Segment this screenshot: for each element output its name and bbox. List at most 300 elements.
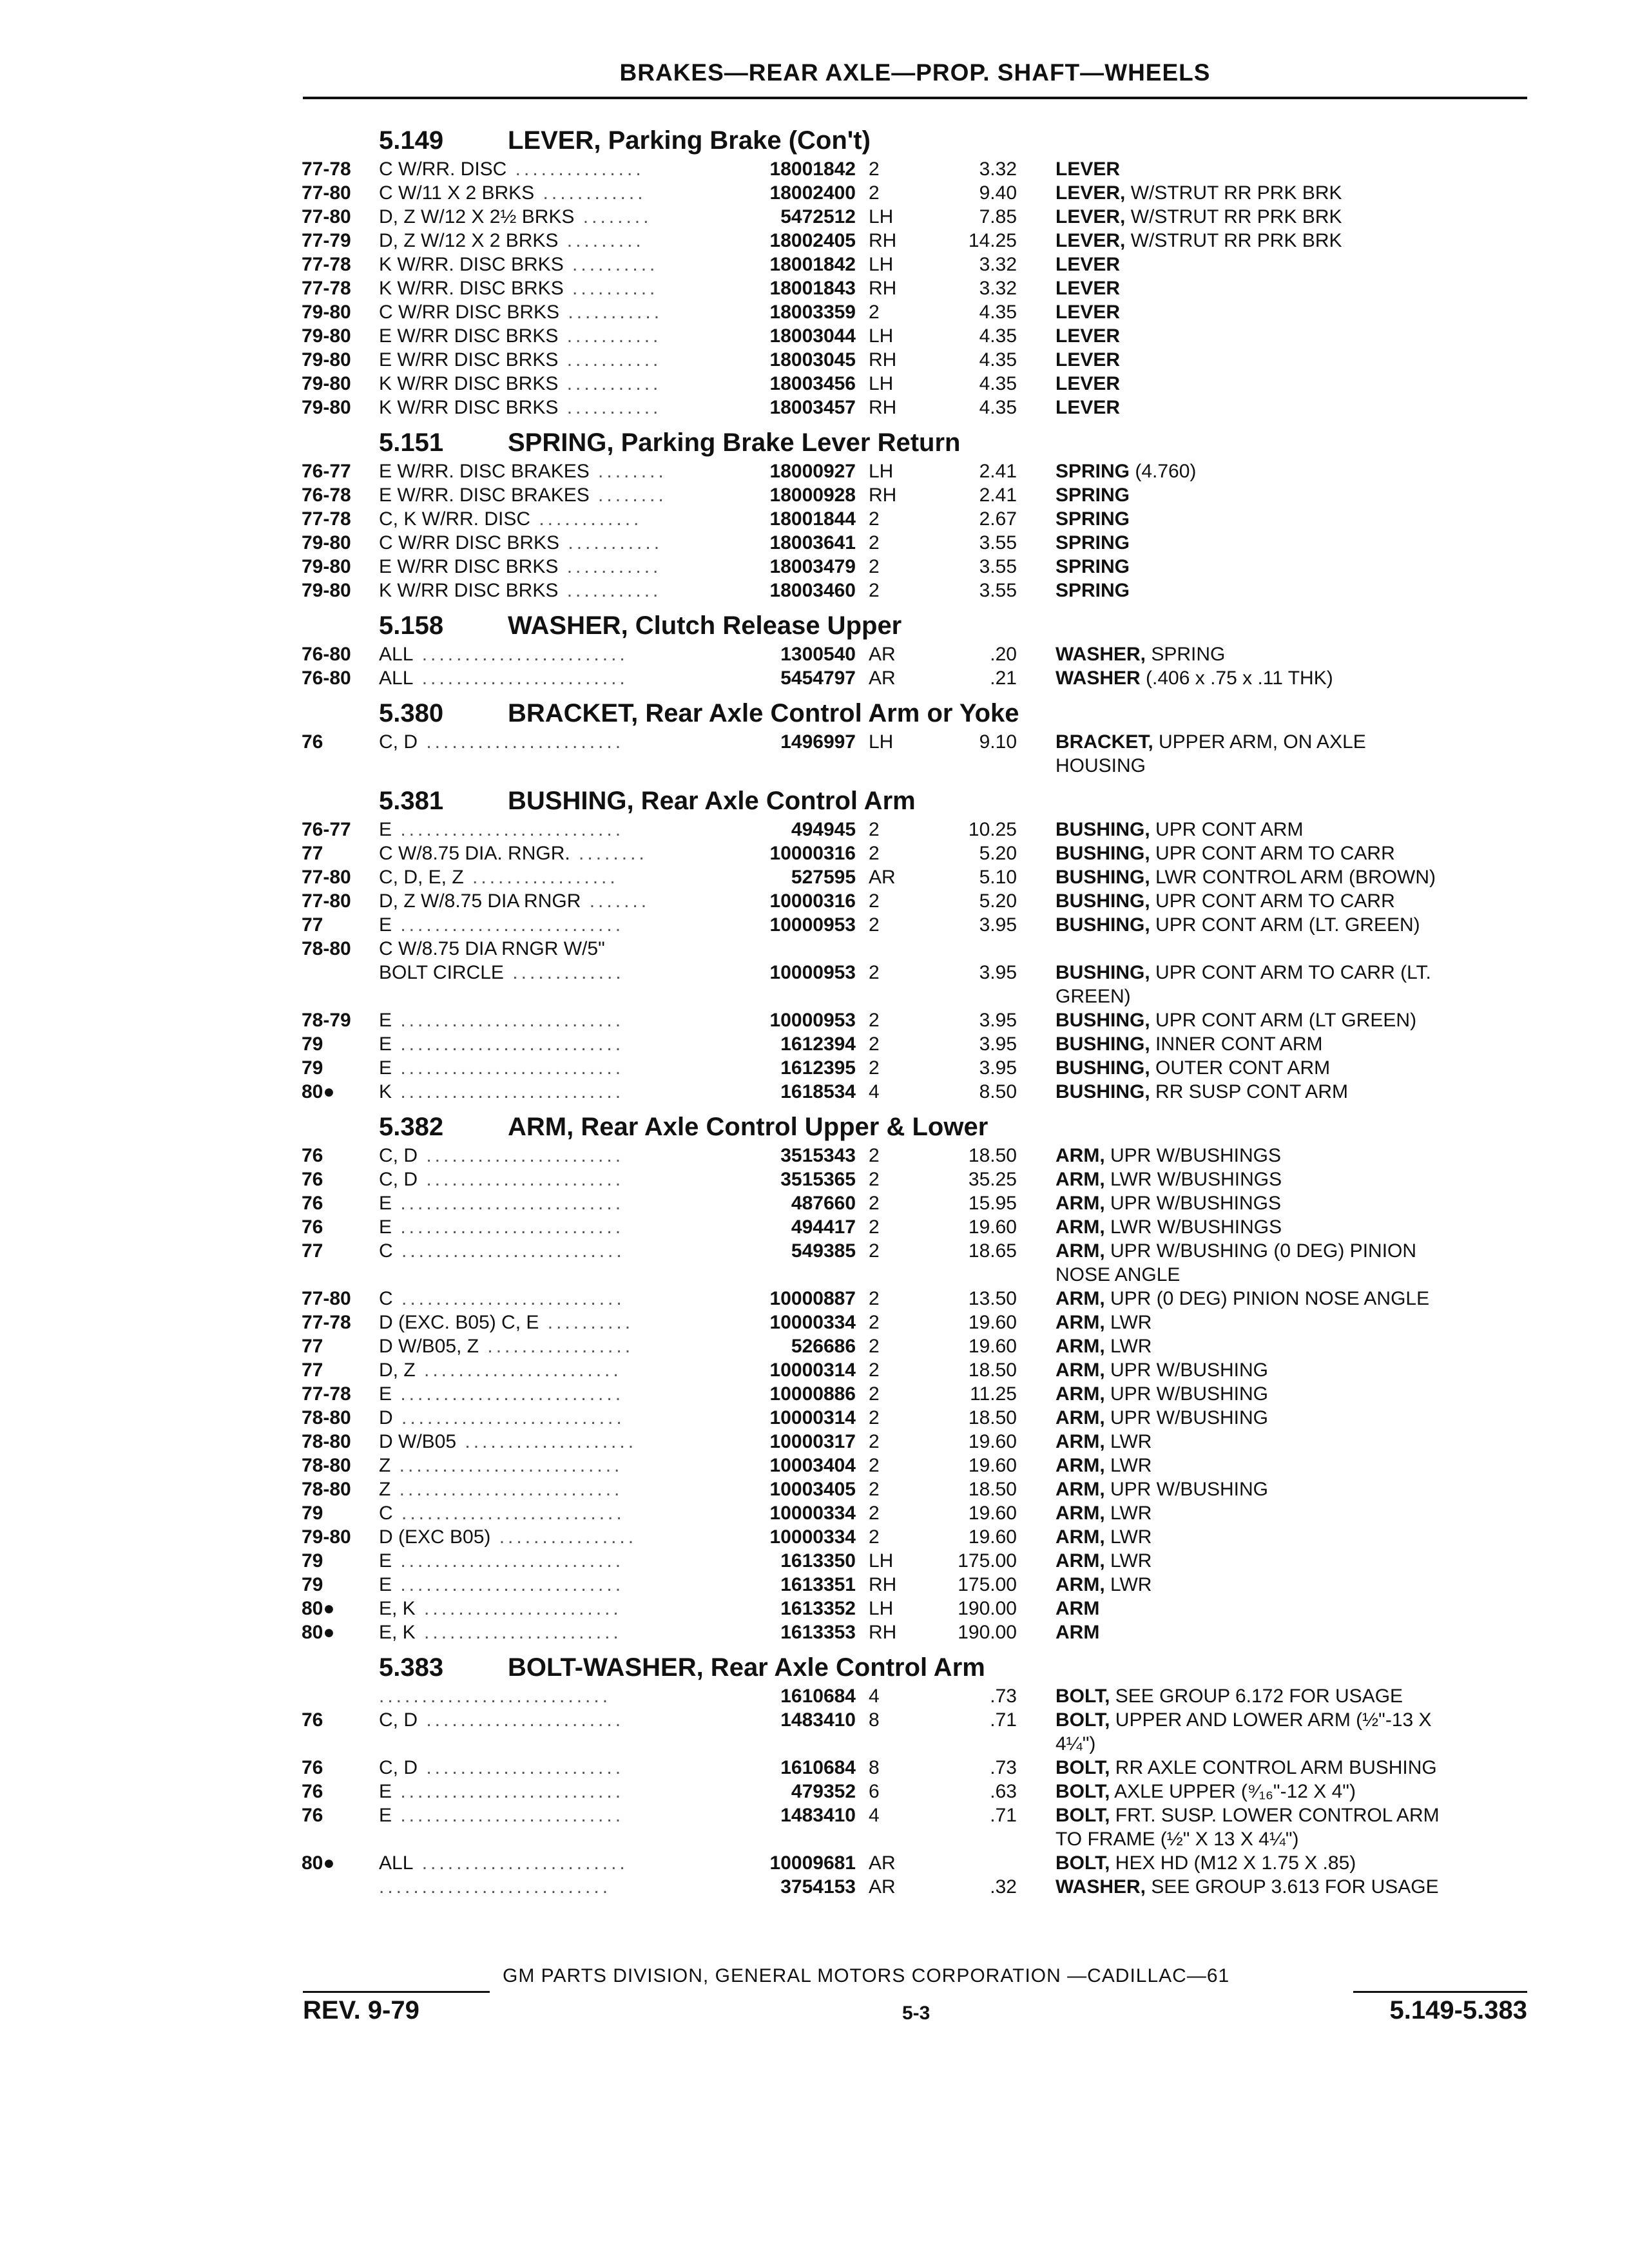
quantity: 2 xyxy=(869,1526,880,1548)
description-continued: HOUSING xyxy=(1055,755,1146,776)
description: LEVER, W/STRUT RR PRK BRK xyxy=(1055,182,1342,204)
part-number: 1613352 xyxy=(780,1598,856,1619)
part-row xyxy=(302,730,1526,778)
description-keyword: SPRING xyxy=(1055,485,1130,506)
description-keyword: ARM, xyxy=(1055,1169,1105,1190)
description-keyword: SPRING xyxy=(1055,508,1130,530)
quantity: 2 xyxy=(869,819,880,840)
application: K W/RR DISC BRKS ........... xyxy=(379,397,662,418)
application: C W/11 X 2 BRKS ............ xyxy=(379,182,646,204)
description-keyword: BUSHING, xyxy=(1055,1010,1150,1031)
page-number: 5-3 xyxy=(902,2003,930,2024)
description xyxy=(1055,300,1526,324)
description-keyword: ARM, xyxy=(1055,1288,1105,1309)
description-keyword: ARM, xyxy=(1055,1550,1105,1571)
description xyxy=(1055,157,1526,181)
model-years: 79 xyxy=(302,1574,323,1595)
description-keyword: ARM, xyxy=(1055,1312,1105,1333)
dot-leader: ....................... xyxy=(418,731,624,753)
description-keyword: ARM, xyxy=(1055,1503,1105,1524)
description-keyword: SPRING xyxy=(1055,461,1130,482)
part-row xyxy=(302,459,1526,483)
price: 3.32 xyxy=(979,278,1017,299)
description-keyword: ARM, xyxy=(1055,1431,1105,1452)
part-number: 10000316 xyxy=(769,843,856,864)
part-row xyxy=(302,1406,1526,1430)
part-row xyxy=(302,1215,1526,1239)
dot-leader: ....... xyxy=(581,890,650,912)
price: 175.00 xyxy=(958,1574,1017,1595)
price: 2.41 xyxy=(979,485,1017,506)
price: 14.25 xyxy=(968,230,1017,251)
application: C W/8.75 DIA RNGR W/5" xyxy=(379,938,605,959)
part-number: 10000953 xyxy=(769,1010,856,1031)
price: 18.65 xyxy=(968,1240,1017,1262)
part-row xyxy=(302,253,1526,276)
description-keyword: BRACKET, xyxy=(1055,731,1153,753)
description: ARM, UPR W/BUSHING xyxy=(1055,1383,1269,1405)
price: 3.95 xyxy=(979,1010,1017,1031)
section-number: 5.158 xyxy=(379,611,444,640)
part-number: 10000314 xyxy=(769,1407,856,1428)
model-years: 77-80 xyxy=(302,867,351,888)
model-years: 76-77 xyxy=(302,461,351,482)
part-row xyxy=(302,276,1526,300)
quantity: 2 xyxy=(869,532,880,553)
price: 11.25 xyxy=(970,1383,1017,1405)
dot-leader: ........... xyxy=(558,349,662,370)
price: 15.95 xyxy=(968,1193,1017,1214)
header-rule xyxy=(303,97,1527,99)
price: 19.60 xyxy=(968,1431,1017,1452)
dot-leader: ........................... xyxy=(379,1686,612,1707)
part-number: 5472512 xyxy=(780,206,856,227)
description: ARM, LWR xyxy=(1055,1455,1152,1476)
price: 19.60 xyxy=(968,1526,1017,1548)
part-row xyxy=(302,1168,1526,1191)
application: E, K ....................... xyxy=(379,1598,622,1619)
application: C .......................... xyxy=(379,1288,625,1309)
dot-leader: .......................... xyxy=(392,1193,624,1214)
description-keyword: SPRING xyxy=(1055,556,1130,577)
part-row xyxy=(302,865,1526,889)
description: ARM, UPR W/BUSHING xyxy=(1055,1479,1269,1500)
dot-leader: ....................... xyxy=(415,1360,622,1381)
part-row xyxy=(302,1573,1526,1597)
quantity: 2 xyxy=(869,1407,880,1428)
model-years: 76 xyxy=(302,1169,323,1190)
quantity: 2 xyxy=(869,1479,880,1500)
dot-leader: .......................... xyxy=(392,1503,625,1524)
description-keyword: BUSHING, xyxy=(1055,914,1150,936)
model-years: 77 xyxy=(302,914,323,936)
section-title: LEVER, Parking Brake (Con't) xyxy=(508,126,871,155)
description-continued: GREEN) xyxy=(1055,986,1131,1007)
quantity: 2 xyxy=(869,1057,880,1079)
dot-leader: .......................... xyxy=(392,1550,624,1571)
quantity: 2 xyxy=(869,1383,880,1405)
price: 4.35 xyxy=(979,397,1017,418)
description: ARM, LWR xyxy=(1055,1550,1152,1571)
price: 3.32 xyxy=(979,254,1017,275)
quantity: RH xyxy=(869,485,897,506)
part-number: 10000334 xyxy=(769,1312,856,1333)
model-years: 77-78 xyxy=(302,159,351,180)
quantity: 2 xyxy=(869,1145,880,1166)
model-years: 77-78 xyxy=(302,278,351,299)
part-number: 549385 xyxy=(791,1240,856,1262)
part-number: 10000314 xyxy=(769,1360,856,1381)
description: BOLT, FRT. SUSP. LOWER CONTROL ARM TO FRAME (½" X 13 X 4¼") xyxy=(1055,1805,1440,1850)
part-number: 18003460 xyxy=(769,580,856,601)
model-years: 79-80 xyxy=(302,302,351,323)
price: 19.60 xyxy=(968,1455,1017,1476)
description: ARM, LWR xyxy=(1055,1312,1152,1333)
part-row xyxy=(302,1311,1526,1334)
application: C W/RR DISC BRKS ........... xyxy=(379,302,663,323)
model-years: 79-80 xyxy=(302,1526,351,1548)
section-title: BRACKET, Rear Axle Control Arm or Yoke xyxy=(508,699,1019,727)
part-number: 1613350 xyxy=(780,1550,856,1571)
description: LEVER, W/STRUT RR PRK BRK xyxy=(1055,206,1342,227)
description-keyword: ARM, xyxy=(1055,1145,1105,1166)
price: .71 xyxy=(990,1805,1017,1826)
price: .63 xyxy=(990,1781,1017,1802)
dot-leader: ......... xyxy=(558,230,644,251)
part-row xyxy=(302,1382,1526,1406)
dot-leader: ....................... xyxy=(415,1622,622,1643)
dot-leader: ................. xyxy=(479,1336,634,1357)
part-number: 10000953 xyxy=(769,914,856,936)
dot-leader: .......................... xyxy=(392,1574,624,1595)
price: 9.10 xyxy=(979,731,1017,753)
part-number: 18003456 xyxy=(769,373,856,394)
dot-leader: ........... xyxy=(558,373,662,394)
quantity: AR xyxy=(869,668,896,689)
application: BOLT CIRCLE ............. xyxy=(379,962,624,983)
dot-leader: ............ xyxy=(530,508,642,530)
price: 19.60 xyxy=(968,1216,1017,1238)
model-years: 80● xyxy=(302,1622,335,1643)
application: D, Z W/12 X 2 BRKS ......... xyxy=(379,230,644,251)
quantity: AR xyxy=(869,644,896,665)
model-years: 76-80 xyxy=(302,644,351,665)
description-keyword: ARM, xyxy=(1055,1407,1105,1428)
application: E .......................... xyxy=(379,1216,624,1238)
part-number: 3515365 xyxy=(780,1169,856,1190)
model-years: 76 xyxy=(302,1805,323,1826)
description-keyword: BOLT, xyxy=(1055,1709,1110,1731)
part-row xyxy=(302,531,1526,555)
part-row xyxy=(302,1032,1526,1056)
part-row xyxy=(302,913,1526,937)
application: K .......................... xyxy=(379,1081,624,1102)
description-keyword: WASHER, xyxy=(1055,644,1146,665)
application: ALL ........................ xyxy=(379,668,628,689)
part-number: 487660 xyxy=(791,1193,856,1214)
price: 19.60 xyxy=(968,1312,1017,1333)
part-number: 18003479 xyxy=(769,556,856,577)
part-number: 3754153 xyxy=(780,1876,856,1898)
part-row xyxy=(302,1597,1526,1620)
dot-leader: .......................... xyxy=(392,1010,624,1031)
price: 3.95 xyxy=(979,962,1017,983)
part-number: 18003045 xyxy=(769,349,856,370)
dot-leader: .......................... xyxy=(390,1455,623,1476)
model-years: 77 xyxy=(302,1240,323,1262)
dot-leader: .......... xyxy=(563,278,659,299)
price: 3.32 xyxy=(979,159,1017,180)
application: E, K ....................... xyxy=(379,1622,622,1643)
quantity: 2 xyxy=(869,580,880,601)
part-number: 1612395 xyxy=(780,1057,856,1079)
part-number: 18003359 xyxy=(769,302,856,323)
description: ARM, LWR W/BUSHINGS xyxy=(1055,1169,1282,1190)
model-years: 79-80 xyxy=(302,373,351,394)
model-years: 76 xyxy=(302,1781,323,1802)
description-keyword: WASHER, xyxy=(1055,1876,1146,1898)
dot-leader: .......................... xyxy=(392,1216,624,1238)
dot-leader: ............. xyxy=(503,962,624,983)
part-row xyxy=(302,889,1526,913)
part-row xyxy=(302,1549,1526,1573)
description: ARM, UPR W/BUSHING (0 DEG) PINION NOSE ANGLE xyxy=(1055,1240,1417,1285)
part-row xyxy=(302,1875,1526,1899)
price: 18.50 xyxy=(968,1360,1017,1381)
part-row xyxy=(302,507,1526,531)
description-keyword: LEVER xyxy=(1055,254,1121,275)
price: 19.60 xyxy=(968,1336,1017,1357)
part-row xyxy=(302,555,1526,579)
model-years: 79-80 xyxy=(302,580,351,601)
application: E .......................... xyxy=(379,1010,624,1031)
application: C, D ....................... xyxy=(379,1145,624,1166)
description-keyword: LEVER, xyxy=(1055,206,1126,227)
description-keyword: ARM, xyxy=(1055,1193,1105,1214)
section-number: 5.383 xyxy=(379,1653,444,1682)
dot-leader: ........... xyxy=(558,580,662,601)
section-range: 5.149-5.383 xyxy=(1389,1996,1527,2024)
application: D, Z W/8.75 DIA RNGR ....... xyxy=(379,890,650,912)
dot-leader: .......................... xyxy=(392,1383,624,1405)
part-row xyxy=(302,372,1526,396)
description: WASHER, SPRING xyxy=(1055,644,1226,665)
quantity: LH xyxy=(869,1598,894,1619)
description: BOLT, RR AXLE CONTROL ARM BUSHING xyxy=(1055,1757,1437,1778)
part-row xyxy=(302,1191,1526,1215)
description-keyword: ARM xyxy=(1055,1622,1100,1643)
description-keyword: LEVER xyxy=(1055,349,1121,370)
part-row xyxy=(302,348,1526,372)
quantity: 2 xyxy=(869,914,880,936)
section-heading xyxy=(302,697,1526,730)
quantity: 4 xyxy=(869,1805,880,1826)
price: 4.35 xyxy=(979,302,1017,323)
description: BUSHING, LWR CONTROL ARM (BROWN) xyxy=(1055,867,1436,888)
description: ARM, LWR W/BUSHINGS xyxy=(1055,1216,1282,1238)
model-years: 80● xyxy=(302,1081,335,1102)
price: 18.50 xyxy=(968,1479,1017,1500)
application: ALL ........................ xyxy=(379,644,628,665)
model-years: 77-80 xyxy=(302,182,351,204)
description xyxy=(1055,396,1526,419)
price: 3.95 xyxy=(979,1057,1017,1079)
description: BUSHING, UPR CONT ARM (LT GREEN) xyxy=(1055,1010,1417,1031)
part-row xyxy=(302,1477,1526,1501)
description-continued: 4¼") xyxy=(1055,1733,1096,1754)
dot-leader: ................. xyxy=(463,867,619,888)
model-years: 79 xyxy=(302,1550,323,1571)
part-number: 1618534 xyxy=(780,1081,856,1102)
part-number: 1483410 xyxy=(780,1805,856,1826)
description xyxy=(1055,1620,1526,1644)
model-years: 80● xyxy=(302,1852,335,1874)
description xyxy=(1055,324,1526,348)
part-row xyxy=(302,1334,1526,1358)
part-row xyxy=(302,1620,1526,1644)
application: E .......................... xyxy=(379,819,624,840)
model-years: 79-80 xyxy=(302,325,351,347)
quantity: LH xyxy=(869,461,894,482)
price: .21 xyxy=(990,668,1017,689)
part-row xyxy=(302,1080,1526,1104)
section-heading xyxy=(302,784,1526,818)
price: 4.35 xyxy=(979,325,1017,347)
part-row xyxy=(302,666,1526,690)
quantity: 2 xyxy=(869,1169,880,1190)
dot-leader: ........... xyxy=(559,532,663,553)
dot-leader: .......................... xyxy=(392,1033,624,1055)
description-keyword: ARM xyxy=(1055,1598,1100,1619)
dot-leader: ........ xyxy=(570,843,648,864)
dot-leader: ........... xyxy=(559,302,663,323)
description: WASHER, SEE GROUP 3.613 FOR USAGE xyxy=(1055,1876,1439,1898)
part-number: 494945 xyxy=(791,819,856,840)
part-row xyxy=(302,1756,1526,1780)
quantity: 2 xyxy=(869,843,880,864)
part-number: 18003641 xyxy=(769,532,856,553)
dot-leader: ....................... xyxy=(418,1709,624,1731)
quantity: 2 xyxy=(869,159,880,180)
dot-leader: .......................... xyxy=(392,1288,625,1309)
section-heading xyxy=(302,1651,1526,1684)
model-years: 78-80 xyxy=(302,1479,351,1500)
dot-leader: ....................... xyxy=(415,1598,622,1619)
part-number: 18001843 xyxy=(769,278,856,299)
dot-leader: .......................... xyxy=(392,1781,624,1802)
part-row xyxy=(302,1430,1526,1454)
description xyxy=(1055,555,1526,579)
section-number: 5.380 xyxy=(379,699,444,727)
section-heading xyxy=(302,609,1526,642)
dot-leader: ........ xyxy=(589,485,667,506)
application: C, D, E, Z ................. xyxy=(379,867,619,888)
price: 10.25 xyxy=(968,819,1017,840)
description xyxy=(1055,1597,1526,1620)
part-number: 10000316 xyxy=(769,890,856,912)
section-heading xyxy=(302,426,1526,459)
description: WASHER (.406 x .75 x .11 THK) xyxy=(1055,668,1333,689)
quantity: RH xyxy=(869,349,897,370)
part-number: 5454797 xyxy=(780,668,856,689)
price: 3.95 xyxy=(979,1033,1017,1055)
application: D, Z W/12 X 2½ BRKS ........ xyxy=(379,206,652,227)
description xyxy=(1055,253,1526,276)
price: 18.50 xyxy=(968,1407,1017,1428)
part-row xyxy=(302,841,1526,865)
description xyxy=(1055,483,1526,507)
part-row xyxy=(302,181,1526,205)
part-number: 18003044 xyxy=(769,325,856,347)
description: ARM, LWR xyxy=(1055,1526,1152,1548)
price: 18.50 xyxy=(968,1145,1017,1166)
application: E .......................... xyxy=(379,1383,624,1405)
application: E .......................... xyxy=(379,1805,624,1826)
part-number: 10000334 xyxy=(769,1503,856,1524)
description-keyword: BOLT, xyxy=(1055,1852,1110,1874)
price: 9.40 xyxy=(979,182,1017,204)
model-years: 79 xyxy=(302,1057,323,1079)
quantity: LH xyxy=(869,1550,894,1571)
part-number: 3515343 xyxy=(780,1145,856,1166)
description: ARM, UPR W/BUSHING xyxy=(1055,1407,1269,1428)
model-years: 76 xyxy=(302,1193,323,1214)
price: .20 xyxy=(990,644,1017,665)
price: 5.20 xyxy=(979,843,1017,864)
application: D W/B05 .................... xyxy=(379,1431,637,1452)
part-row xyxy=(302,1780,1526,1803)
price: .32 xyxy=(990,1876,1017,1898)
dot-leader: ........ xyxy=(574,206,652,227)
dot-leader: ........................... xyxy=(379,1876,612,1898)
model-years: 77 xyxy=(302,1360,323,1381)
part-row xyxy=(302,1056,1526,1080)
part-number: 10000887 xyxy=(769,1288,856,1309)
application: E W/RR. DISC BRAKES ........ xyxy=(379,485,667,506)
application: C, D ....................... xyxy=(379,1757,624,1778)
quantity: AR xyxy=(869,1852,896,1874)
description-keyword: LEVER xyxy=(1055,397,1121,418)
model-years: 76-77 xyxy=(302,819,351,840)
model-years: 77 xyxy=(302,1336,323,1357)
part-row xyxy=(302,1501,1526,1525)
quantity: 2 xyxy=(869,182,880,204)
part-number: 18003457 xyxy=(769,397,856,418)
page-footer xyxy=(303,1965,1527,2023)
application: E W/RR. DISC BRAKES ........ xyxy=(379,461,667,482)
price: .71 xyxy=(990,1709,1017,1731)
quantity: 2 xyxy=(869,1360,880,1381)
section-title: ARM, Rear Axle Control Upper & Lower xyxy=(508,1113,988,1141)
quantity: 4 xyxy=(869,1081,880,1102)
application: C, D ....................... xyxy=(379,731,624,753)
section-number: 5.382 xyxy=(379,1113,444,1141)
application: E .......................... xyxy=(379,1550,624,1571)
part-row xyxy=(302,157,1526,181)
quantity: LH xyxy=(869,731,894,753)
model-years: 79-80 xyxy=(302,349,351,370)
price: 5.10 xyxy=(979,867,1017,888)
quantity: 4 xyxy=(869,1686,880,1707)
part-row xyxy=(302,1008,1526,1032)
quantity: RH xyxy=(869,397,897,418)
part-number: 526686 xyxy=(791,1336,856,1357)
description-continued: TO FRAME (½" X 13 X 4¼") xyxy=(1055,1829,1299,1850)
application: E .......................... xyxy=(379,914,624,936)
application: E .......................... xyxy=(379,1781,624,1802)
model-years: 79-80 xyxy=(302,556,351,577)
description-keyword: BUSHING, xyxy=(1055,1057,1150,1079)
